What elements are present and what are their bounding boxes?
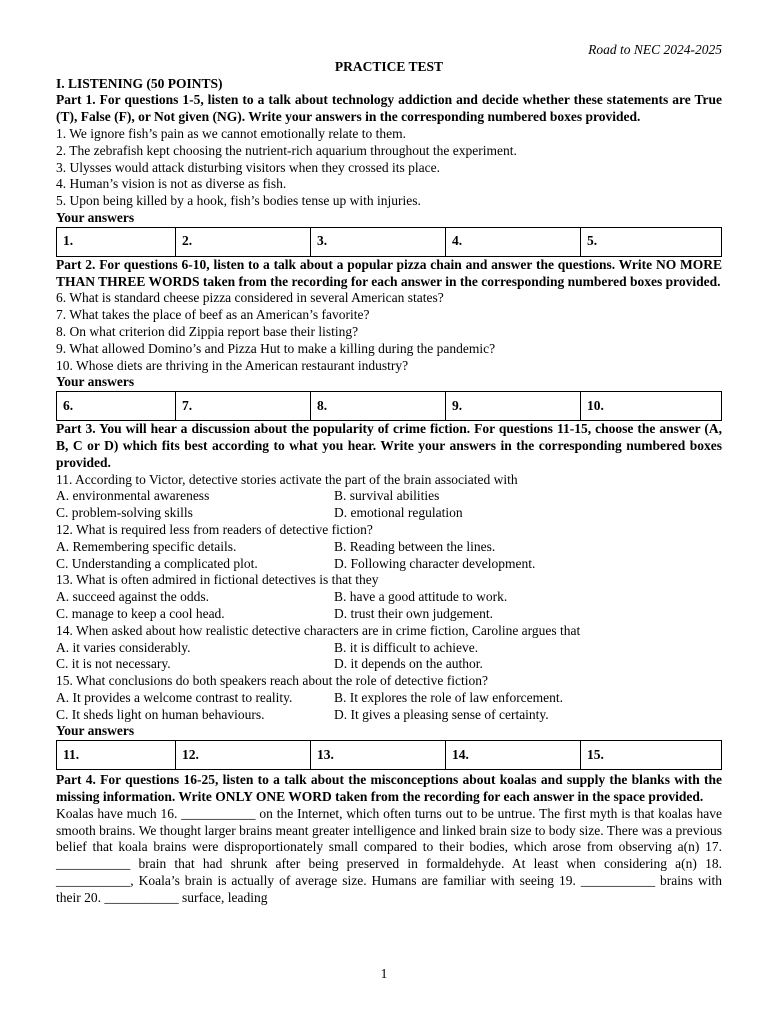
question-14-options bbox=[56, 656, 722, 673]
your-answers-label: Your answers bbox=[56, 209, 135, 225]
option-13d: D. trust their own judgement. bbox=[334, 605, 493, 621]
option-13a: A. succeed against the odds. bbox=[56, 589, 209, 605]
question-11-stem: 11. According to Victor, detective stories activate the part of the brain associated with bbox=[56, 471, 518, 487]
option-15b: B. It explores the role of law enforcement. bbox=[334, 689, 564, 705]
answer-box-4[interactable]: 4. bbox=[446, 227, 581, 256]
option-12a: A. Remembering specific details. bbox=[56, 538, 237, 554]
question-13-options bbox=[56, 589, 722, 606]
question-11-options bbox=[56, 488, 722, 505]
part3-answer-table bbox=[56, 740, 722, 770]
page-title: PRACTICE TEST bbox=[334, 58, 444, 74]
question-6: 6. What is standard cheese pizza considered in several American states? bbox=[56, 290, 444, 306]
question-10: 10. Whose diets are thriving in the American restaurant industry? bbox=[56, 357, 409, 373]
answer-box-15[interactable]: 15. bbox=[581, 741, 722, 770]
part1-answer-table bbox=[56, 227, 722, 257]
option-11a: A. environmental awareness bbox=[56, 488, 210, 504]
part4-instructions: Part 4. For questions 16-25, listen to a talk about the misconceptions about koalas and supply the blanks with the missing information. Write ONLY ONE WORD taken from the recording for each answer in the space provided. bbox=[56, 772, 722, 805]
answer-box-13[interactable]: 13. bbox=[311, 741, 446, 770]
question-12-options bbox=[56, 556, 722, 573]
part1-instructions: Part 1. For questions 1-5, listen to a talk about technology addiction and decide whether these statements are True (T), False (F), or Not given (NG). Write your answers in the corresponding numbered boxes provided. bbox=[56, 92, 722, 125]
answer-box-12[interactable]: 12. bbox=[176, 741, 311, 770]
option-14b: B. it is difficult to achieve. bbox=[334, 639, 479, 655]
question-14-stem: 14. When asked about how realistic detective characters are in crime fiction, Caroline argues that bbox=[56, 622, 581, 638]
part4-passage: Koalas have much 16. ___________ on the Internet, which often turns out to be untrue. The first myth is that koalas have smooth brains. We thought larger brains meant greater intelligence and linked brain size to body size. There was a previous belief that koala brains were disproportionately small compared to their bodies, which arose from observing a(n) 17. ___________ brain that had shrunk after being preserved in formaldehyde. At least when considering a(n) 18. ___________, Koala’s brain is actually of average size. Humans are familiar with seeing 19. ___________ brains with their 20. ___________ surface, leading bbox=[56, 805, 722, 905]
answer-box-9[interactable]: 9. bbox=[446, 392, 581, 421]
answer-box-11[interactable]: 11. bbox=[57, 741, 176, 770]
option-12b: B. Reading between the lines. bbox=[334, 538, 496, 554]
question-11-options bbox=[56, 505, 722, 522]
question-13-stem: 13. What is often admired in fictional detectives is that they bbox=[56, 572, 379, 588]
question-12-stem: 12. What is required less from readers of detective fiction? bbox=[56, 521, 373, 537]
option-14c: C. it is not necessary. bbox=[56, 656, 171, 672]
question-5: 5. Upon being killed by a hook, fish’s bodies tense up with injuries. bbox=[56, 193, 421, 209]
part3-questions bbox=[56, 472, 722, 724]
part2-instructions: Part 2. For questions 6-10, listen to a talk about a popular pizza chain and answer the questions. Write NO MORE THAN THREE WORDS taken from the recording for each answer in the corresponding numbered boxes provided. bbox=[56, 256, 722, 289]
part1-questions bbox=[56, 126, 722, 210]
option-12d: D. Following character development. bbox=[334, 555, 536, 571]
answer-box-3[interactable]: 3. bbox=[311, 227, 446, 256]
option-11b: B. survival abilities bbox=[334, 488, 440, 504]
option-12c: C. Understanding a complicated plot. bbox=[56, 555, 258, 571]
question-13-options bbox=[56, 606, 722, 623]
answer-box-8[interactable]: 8. bbox=[311, 392, 446, 421]
part3-instructions: Part 3. You will hear a discussion about the popularity of crime fiction. For questions 11-15, choose the answer (A, B, C or D) which fits best according to what you hear. Write your answers in the corresponding numbered boxes provided. bbox=[56, 421, 722, 470]
option-15d: D. It gives a pleasing sense of certainty. bbox=[334, 706, 549, 722]
answer-box-7[interactable]: 7. bbox=[176, 392, 311, 421]
question-3: 3. Ulysses would attack disturbing visitors when they crossed its place. bbox=[56, 159, 440, 175]
series-header: Road to NEC 2024-2025 bbox=[588, 42, 722, 57]
answer-box-10[interactable]: 10. bbox=[581, 392, 722, 421]
option-13b: B. have a good attitude to work. bbox=[334, 589, 508, 605]
your-answers-label: Your answers bbox=[56, 723, 135, 739]
option-13c: C. manage to keep a cool head. bbox=[56, 605, 225, 621]
question-15-options bbox=[56, 707, 722, 724]
answer-box-6[interactable]: 6. bbox=[57, 392, 176, 421]
question-2: 2. The zebrafish kept choosing the nutrient-rich aquarium throughout the experiment. bbox=[56, 142, 517, 158]
section-heading: I. LISTENING (50 POINTS) bbox=[56, 75, 223, 91]
question-4: 4. Human’s vision is not as diverse as fish. bbox=[56, 176, 287, 192]
question-7: 7. What takes the place of beef as an American’s favorite? bbox=[56, 307, 370, 323]
answer-box-2[interactable]: 2. bbox=[176, 227, 311, 256]
part2-questions bbox=[56, 290, 722, 374]
question-14-options bbox=[56, 640, 722, 657]
option-15c: C. It sheds light on human behaviours. bbox=[56, 706, 265, 722]
option-14a: A. it varies considerably. bbox=[56, 639, 191, 655]
option-11d: D. emotional regulation bbox=[334, 505, 463, 521]
answer-box-5[interactable]: 5. bbox=[581, 227, 722, 256]
question-9: 9. What allowed Domino’s and Pizza Hut to make a killing during the pandemic? bbox=[56, 340, 496, 356]
option-14d: D. it depends on the author. bbox=[334, 656, 483, 672]
question-12-options bbox=[56, 539, 722, 556]
exam-page bbox=[56, 42, 722, 907]
part2-answer-table bbox=[56, 391, 722, 421]
question-1: 1. We ignore fish’s pain as we cannot emotionally relate to them. bbox=[56, 125, 406, 141]
option-15a: A. It provides a welcome contrast to reality. bbox=[56, 689, 293, 705]
question-8: 8. On what criterion did Zippia report base their listing? bbox=[56, 323, 359, 339]
your-answers-label: Your answers bbox=[56, 374, 135, 390]
page-number: 1 bbox=[380, 966, 388, 981]
option-11c: C. problem-solving skills bbox=[56, 505, 193, 521]
question-15-stem: 15. What conclusions do both speakers reach about the role of detective fiction? bbox=[56, 673, 488, 689]
answer-box-14[interactable]: 14. bbox=[446, 741, 581, 770]
question-15-options bbox=[56, 690, 722, 707]
answer-box-1[interactable]: 1. bbox=[57, 227, 176, 256]
